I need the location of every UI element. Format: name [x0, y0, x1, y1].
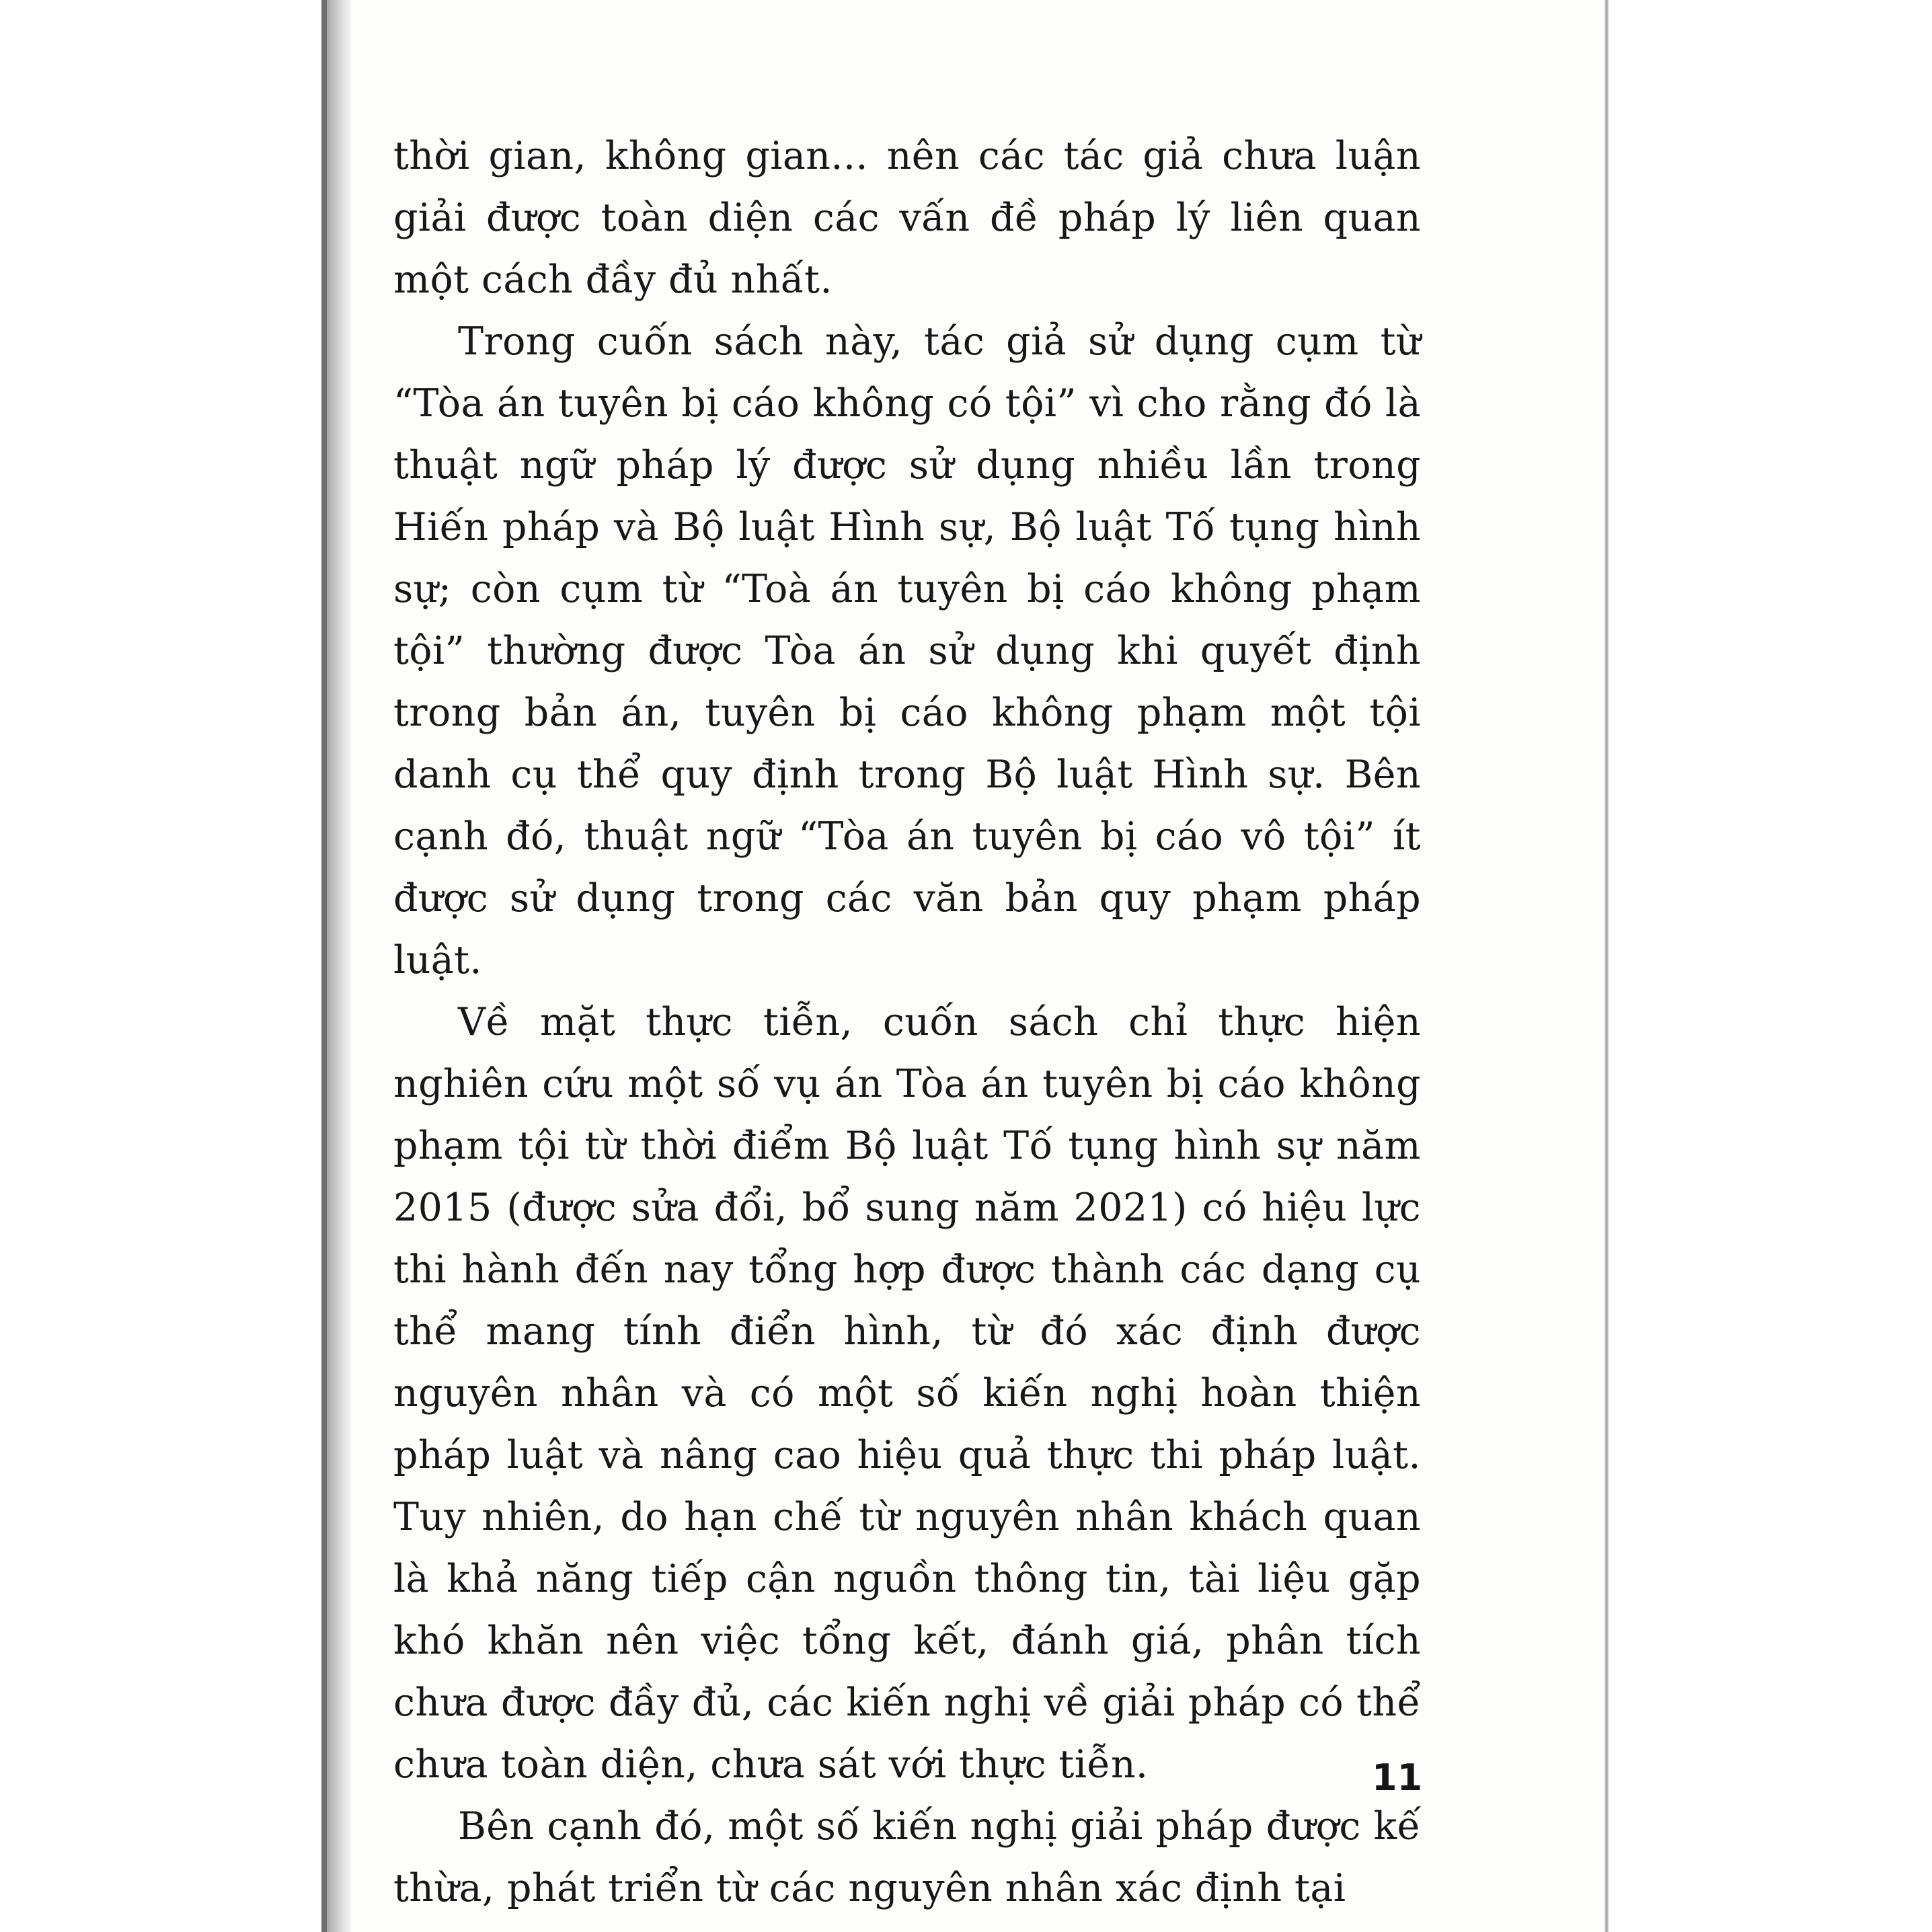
paragraph-recommendations: Bên cạnh đó, một số kiến nghị giải pháp được kế thừa, phát triển từ các nguyên nhân xác định tại: [393, 1804, 1421, 1910]
page-edge: [1605, 0, 1609, 1932]
paragraph-terminology: Trong cuốn sách này, tác giả sử dụng cụm từ “Tòa án tuyên bị cáo không có tội” vì cho rằng đó là thuật ngữ pháp lý được sử dụng nhiều lần trong Hiến pháp và Bộ luật Hình sự, Bộ luật Tố tụng hình sự; còn cụm từ “Toà án tuyên bị cáo không phạm tội” thường được Tòa án sử dụng khi quyết định trong bản án, tuyên bị cáo không phạm một tội danh cụ thể quy định trong Bộ luật Hình sự. Bên cạnh đó, thuật ngữ “Tòa án tuyên bị cáo vô tội” ít được sử dụng trong các văn bản quy phạm pháp luật.: [393, 319, 1421, 982]
body-text: [393, 125, 1421, 1919]
binding-shadow: [321, 0, 351, 1932]
paragraph-continued: thời gian, không gian... nên các tác giả chưa luận giải được toàn diện các vấn đề pháp lý liên quan một cách đầy đủ nhất.: [393, 134, 1421, 302]
paragraph-practice: Về mặt thực tiễn, cuốn sách chỉ thực hiện nghiên cứu một số vụ án Tòa án tuyên bị cáo không phạm tội từ thời điểm Bộ luật Tố tụng hình sự năm 2015 (được sửa đổi, bổ sung năm 2021) có hiệu lực thi hành đến nay tổng hợp được thành các dạng cụ thể mang tính điển hình, từ đó xác định được nguyên nhân và có một số kiến nghị hoàn thiện pháp luật và nâng cao hiệu quả thực thi pháp luật. Tuy nhiên, do hạn chế từ nguyên nhân khách quan là khả năng tiếp cận nguồn thông tin, tài liệu gặp khó khăn nên việc tổng kết, đánh giá, phân tích chưa được đầy đủ, các kiến nghị về giải pháp có thể chưa toàn diện, chưa sát với thực tiễn.: [393, 1000, 1421, 1787]
page-number: 11: [1372, 1756, 1423, 1799]
